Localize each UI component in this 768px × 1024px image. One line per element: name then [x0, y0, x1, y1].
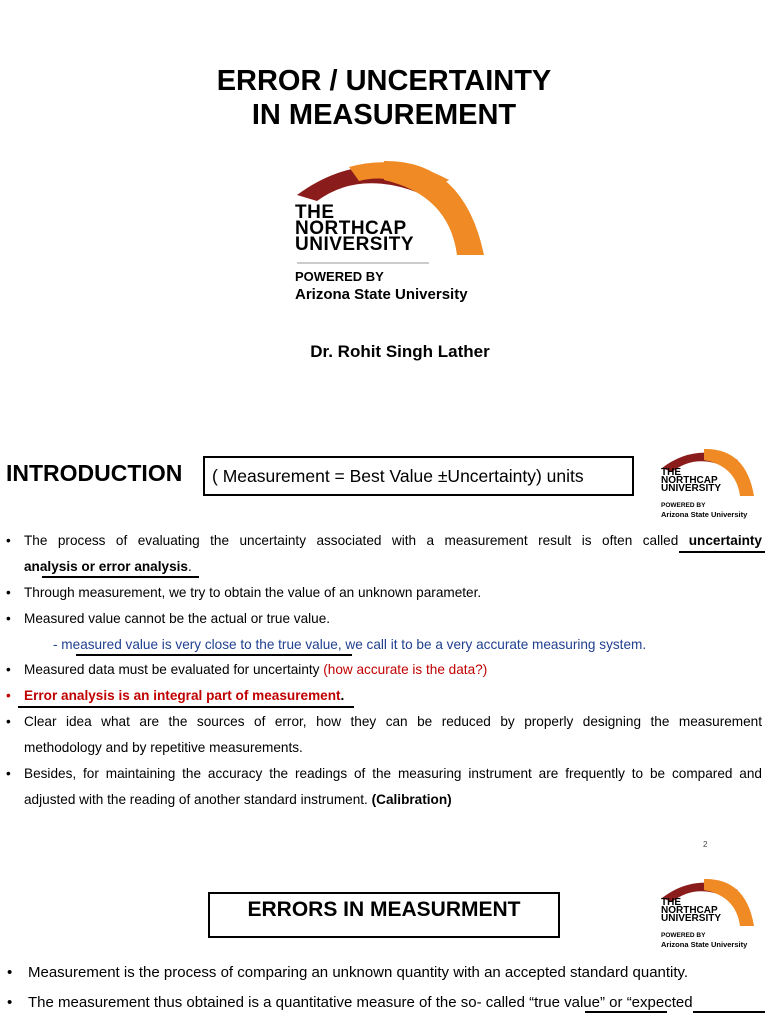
logo-the: THE — [295, 202, 335, 223]
bullet-2-text: Through measurement, we try to obtain the value of an unknown parameter. — [24, 585, 482, 600]
bullet-6 — [0, 709, 768, 761]
bullet-dot: • — [6, 585, 11, 600]
bullet-2 — [0, 580, 768, 606]
underline-error-analysis — [42, 576, 199, 578]
underline-error-analysis-integral — [18, 706, 354, 708]
bullet-5-end: . — [340, 688, 345, 703]
bullet-1-bold-b: analysis or error analysis — [24, 559, 188, 574]
university-logo — [289, 155, 489, 315]
bullet-1-end: . — [187, 559, 192, 574]
logo-powered-by: POWERED BY — [295, 269, 384, 284]
bullet-7 — [0, 761, 768, 813]
bullet-1-bold-a: uncertainty — [688, 533, 762, 548]
bullet-5-text: Error analysis is an integral part of measurement — [24, 688, 341, 703]
bullet-3 — [0, 606, 768, 632]
small-logo-university: UNIVERSITY — [661, 913, 722, 924]
bullet-6-line-2: methodology and by repetitive measurements. — [24, 740, 303, 755]
slide3-bullet-1-text: Measurement is the process of comparing an unknown quantity with an accepted standard quantity. — [28, 964, 689, 981]
small-logo-asu: Arizona State University — [661, 510, 748, 519]
bullet-dot: • — [6, 611, 11, 626]
small-logo-bottom — [658, 876, 758, 956]
small-logo-top — [658, 446, 758, 526]
bullet-7-calibration: (Calibration) — [371, 792, 452, 807]
bullet-4-question: (how accurate is the data?) — [323, 662, 488, 677]
author-name: Dr. Rohit Singh Lather — [310, 342, 490, 361]
or-text: or — [605, 994, 627, 1011]
logo-asu: Arizona State University — [295, 286, 468, 303]
small-logo-the: THE — [661, 897, 681, 908]
bullet-4 — [0, 657, 768, 683]
formula-box: ( Measurement = Best Value ±Uncertainty) units — [203, 456, 634, 496]
small-logo-powered: POWERED BY — [661, 502, 706, 509]
slide3-bullet-2-text: The measurement thus obtained is a quantitative measure of the so- called — [28, 994, 530, 1011]
bullet-1-line-1 — [24, 528, 762, 554]
bullet-4-line — [24, 657, 762, 683]
title-line-2: IN MEASUREMENT — [251, 99, 517, 131]
small-logo-northcap: NORTHCAP — [661, 905, 718, 916]
bullet-dot: • — [7, 994, 13, 1011]
bullet-dot: • — [7, 964, 13, 981]
bullet-dot: • — [6, 688, 11, 703]
underline-true-value — [76, 654, 352, 656]
small-logo-northcap: NORTHCAP — [661, 475, 718, 486]
underline-uncertainty — [679, 551, 765, 553]
bullet-6-line-1: Clear idea what are the sources of error, how they can be reduced by properly designing the measurement — [24, 714, 762, 729]
small-logo-university: UNIVERSITY — [661, 483, 722, 494]
bullet-dot: • — [6, 714, 11, 729]
bullet-7-line-2 — [24, 787, 762, 813]
bullet-7-text: adjusted with the reading of another standard instrument. — [24, 792, 372, 807]
bullet-3-text: Measured value cannot be the actual or true value. — [24, 611, 331, 626]
intro-heading: INTRODUCTION — [6, 460, 183, 486]
bullet-1 — [0, 528, 768, 580]
small-logo-powered: POWERED BY — [661, 932, 706, 939]
title-line-1: ERROR / UNCERTAINTY — [216, 65, 552, 97]
sub-bullet-accurate-system: - measured value is very close to the true value, we call it to be a very accurate measuring system. — [53, 637, 647, 652]
logo-university: UNIVERSITY — [295, 234, 415, 255]
small-logo-the: THE — [661, 467, 681, 478]
slide3-bullet-1 — [0, 960, 768, 986]
errors-heading-box: ERRORS IN MEASURMENT — [208, 892, 560, 938]
true-value-quote: “true value” — [529, 994, 605, 1011]
expected-quote: “expected — [626, 994, 693, 1011]
underline-expected — [693, 1011, 765, 1013]
bullet-1-text: The process of evaluating the uncertainty associated with a measurement result is often called — [24, 533, 689, 548]
logo-northcap: NORTHCAP — [295, 218, 407, 239]
small-logo-asu: Arizona State University — [661, 940, 748, 949]
bullet-dot: • — [6, 533, 11, 548]
underline-true-value-quote — [585, 1011, 667, 1013]
bullet-7-line-1: Besides, for maintaining the accuracy the readings of the measuring instrument are frequently to be compared and — [24, 766, 762, 781]
bullet-4-text: Measured data must be evaluated for uncertainty — [24, 662, 324, 677]
page-number: 2 — [703, 840, 708, 849]
bullet-dot: • — [6, 662, 11, 677]
bullet-dot: • — [6, 766, 11, 781]
